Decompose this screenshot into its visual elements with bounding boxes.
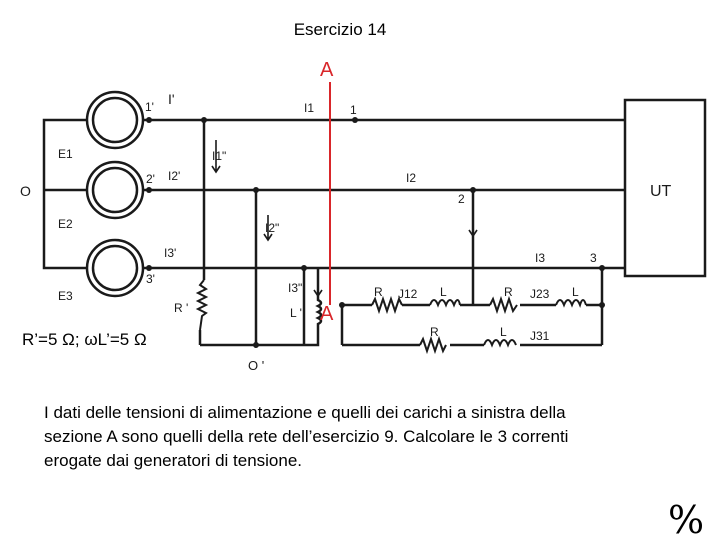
label-e2: E2 [58, 217, 73, 231]
label-r23: R [504, 285, 513, 299]
label-ut: UT [650, 183, 672, 200]
generator-e1 [87, 92, 143, 148]
inductor-l-31 [484, 340, 516, 345]
label-l23: L [572, 285, 579, 299]
label-i3p: I3' [164, 246, 177, 260]
label-j23: J23 [530, 287, 550, 301]
label-i1: I1 [304, 101, 315, 115]
label-l12: L [440, 285, 447, 299]
parameters-text: R’=5 Ω; ωL’=5 Ω [22, 330, 147, 349]
resistor-r-31 [420, 339, 446, 351]
label-i2pp: I2" [265, 221, 280, 235]
generator-e2 [87, 162, 143, 218]
section-label-bottom: A [320, 303, 334, 325]
label-node-3: 3 [590, 251, 597, 265]
label-i2p: I2' [168, 169, 181, 183]
label-o: O [20, 183, 31, 199]
label-r-prime: R ' [174, 301, 189, 315]
label-r31: R [430, 325, 439, 339]
label-node-1p: 1' [145, 100, 154, 114]
label-i1p: I' [168, 91, 175, 107]
label-i2: I2 [406, 171, 417, 185]
label-i3pp: I3" [288, 281, 303, 295]
label-e1: E1 [58, 147, 73, 161]
label-node-3p: 3' [146, 272, 155, 286]
label-i1pp: I1" [212, 149, 227, 163]
section-label-top: A [320, 59, 334, 81]
label-j12: J12 [398, 287, 418, 301]
label-l31: L [500, 325, 507, 339]
label-o-prime: O ' [248, 358, 265, 373]
inductor-l-prime [304, 268, 321, 345]
label-j31: J31 [530, 329, 550, 343]
resistor-r-23 [490, 299, 517, 311]
label-l-prime: L ' [290, 306, 302, 320]
description-text: I dati delle tensioni di alimentazione e quelli dei carichi a sinistra della sezione A sono quelli della rete dell’esercizio 9. Calcolare le 3 correnti erogate dai generatori di tensione. [44, 403, 569, 470]
label-node-1: 1 [350, 103, 357, 117]
label-r12: R [374, 285, 383, 299]
label-e3: E3 [58, 289, 73, 303]
inductor-l-12 [430, 300, 460, 305]
logo-mark: % [668, 498, 705, 542]
label-node-2: 2 [458, 192, 465, 206]
label-node-2p: 2' [146, 172, 155, 186]
label-i3: I3 [535, 251, 546, 265]
resistor-r-prime [198, 280, 206, 330]
left-return-wire [44, 120, 70, 268]
slide-title: Esercizio 14 [293, 20, 387, 39]
inductor-l-23 [556, 300, 586, 305]
generator-e3 [87, 240, 143, 296]
